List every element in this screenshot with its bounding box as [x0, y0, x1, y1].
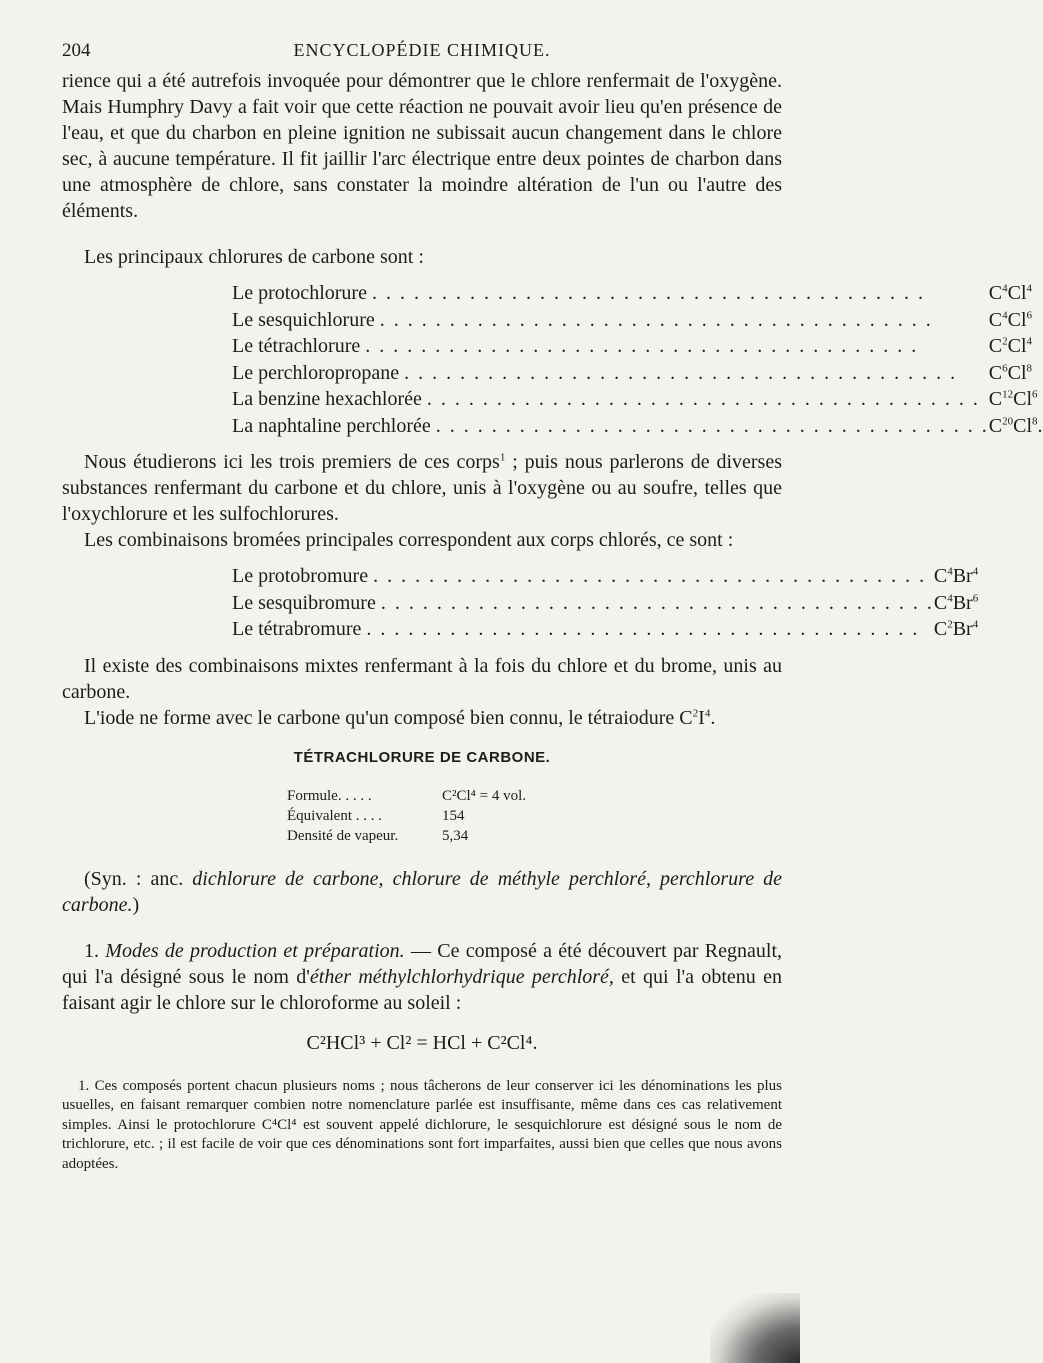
chlorides-list — [232, 280, 1043, 439]
property-row: Équivalent . . . . 154 — [287, 807, 465, 824]
paragraph-study-plan: Nous étudierons ici les trois premiers de ces corps$^1$ ; puis nous parlerons de diverses substances renfermant du carbone et du chlore, unis à l'oxygène ou au soufre, telles que l'oxychlorure et les sulfochlorures. — [62, 451, 782, 525]
compound-name: La naphtaline perchlorée — [232, 414, 431, 437]
leader-dots: . . . . . . . . . . . . . . . . . . . . . . . . . . . . . . . . . . . . . . . . — [379, 308, 933, 331]
compound-name: Le protochlorure — [232, 282, 367, 304]
compound-name: Le protobromure — [232, 565, 369, 587]
compound-formula: $C^4Br^6$ — [933, 591, 979, 614]
compound-name: Le tétrabromure — [232, 618, 362, 640]
compound-row — [232, 590, 978, 617]
compound-name: Le tétrachlorure — [232, 335, 361, 357]
compound-row — [232, 386, 1043, 413]
compound-row — [232, 616, 978, 643]
compound-row — [232, 563, 978, 590]
bromides-list — [232, 563, 978, 643]
compound-formula: $C^{20}Cl^8$. — [988, 414, 1043, 437]
paragraph-chlorides-intro: Les principaux chlorures de carbone sont : — [84, 246, 424, 268]
leader-dots: . . . . . . . . . . . . . . . . . . . . . . . . . . . . . . . . . . . . . . . . — [365, 335, 919, 357]
page-corner-shadow — [710, 1293, 800, 1363]
paragraph-production: 1. Modes de production et préparation. — Ce composé a été découvert par Regnault, qui l'a désigné sous le nom d'éther méthylchlorhydrique perchloré, et qui l'a obtenu en faisant agir le chlore sur le chloroforme au soleil : — [62, 939, 783, 1014]
compound-row — [232, 280, 1043, 307]
compound-formula: $C^4Cl^4$ — [988, 282, 1033, 304]
leader-dots: . . . . . . . . . . . . . . . . . . . . . . . . . . . . . . . . . . . . . . . . — [371, 282, 925, 304]
compound-name: Le sesquibromure — [232, 591, 376, 614]
property-row: Densité de vapeur. 5,34 — [287, 827, 469, 844]
compound-row — [232, 413, 1043, 440]
compound-name: Le perchloropropane — [232, 361, 400, 384]
page-header — [62, 40, 782, 68]
compound-row — [232, 307, 1043, 334]
leader-dots: . . . . . . . . . . . . . . . . . . . . . . . . . . . . . . . . . . . . . . . . — [380, 591, 934, 614]
property-row: Formule. . . . . C²Cl⁴ = 4 vol. — [287, 787, 527, 804]
compound-properties — [287, 786, 526, 846]
reaction-equation: C²HCl³ + Cl² = HCl + C²Cl⁴. — [306, 1031, 538, 1054]
leader-dots: . . . . . . . . . . . . . . . . . . . . . . . . . . . . . . . . . . . . . . . . — [404, 361, 958, 384]
compound-formula: $C^4Cl^6$ — [988, 308, 1033, 331]
subsection-title: Modes de production et préparation. — [105, 939, 405, 962]
book-page — [62, 40, 1043, 1174]
compound-formula: $C^2Br^4$ — [933, 618, 979, 640]
leader-dots: . . . . . . . . . . . . . . . . . . . . . . . . . . . . . . . . . . . . . . . . — [366, 618, 920, 640]
paragraph-iodine: L'iode ne forme avec le carbone qu'un composé bien connu, le tétraiodure $C^2I^4$. — [84, 706, 716, 729]
compound-row — [232, 333, 1043, 360]
compound-formula: $C^{12}Cl^6$ — [988, 388, 1038, 410]
compound-name: Le sesquichlorure — [232, 308, 375, 331]
compound-row — [232, 360, 1043, 387]
paragraph-intro: rience qui a été autrefois invoquée pour démontrer que le chlore renfermait de l'oxygène. Mais Humphry Davy a fait voir que cette réaction ne pouvait avoir lieu qu'en présence de l'eau, et que du charbon en pleine ignition ne subissait aucun changement dans le chlore sec, à aucune température. Il fit jaillir l'arc électrique entre deux pointes de charbon dans une atmosphère de chlore, sans constater la moindre altération de l'un ou l'autre des éléments. — [62, 70, 782, 222]
compound-formula: $C^6Cl^8$ — [988, 361, 1033, 384]
paragraph-synonyms: (Syn. : anc. dichlorure de carbone, chlorure de méthyle perchloré, perchlorure de carbone.) — [62, 867, 783, 916]
page-number: 204 — [62, 40, 91, 61]
paragraph-bromides-intro: Les combinaisons bromées principales correspondent aux corps chlorés, ce sont : — [84, 529, 734, 551]
leader-dots: . . . . . . . . . . . . . . . . . . . . . . . . . . . . . . . . . . . . . . . . — [426, 388, 980, 410]
footnote-ref: 1 — [499, 451, 506, 464]
compound-formula: $C^2Cl^4$ — [988, 335, 1033, 357]
section-title: TÉTRACHLORURE DE CARBONE. — [293, 748, 551, 766]
compound-formula: $C^4Br^4$ — [933, 565, 979, 587]
leader-dots: . . . . . . . . . . . . . . . . . . . . . . . . . . . . . . . . . . . . . . . . — [373, 565, 927, 587]
compound-name: La benzine hexachlorée — [232, 388, 422, 410]
paragraph-mixed: Il existe des combinaisons mixtes renfermant à la fois du chlore et du brome, unis au carbone. — [62, 654, 782, 703]
footnote: 1. Ces composés portent chacun plusieurs noms ; nous tâcherons de leur conserver ici les dénominations les plus usuelles, en faisant remarquer combien notre nomenclature parlée est insuffisante, même dans ces cas relativement simples. Ainsi le protochlorure C⁴Cl⁴ est souvent appelé dichlorure, le sesquichlorure est désigné sous le nom de trichlorure, etc. ; il est facile de voir que ces dénominations sont fort imparfaites, aussi bien que celles que nous avons adoptées. — [62, 1077, 782, 1172]
leader-dots: . . . . . . . . . . . . . . . . . . . . . . . . . . . . . . . . . . . . . . . . — [435, 414, 989, 437]
running-title: ENCYCLOPÉDIE CHIMIQUE. — [293, 40, 551, 60]
